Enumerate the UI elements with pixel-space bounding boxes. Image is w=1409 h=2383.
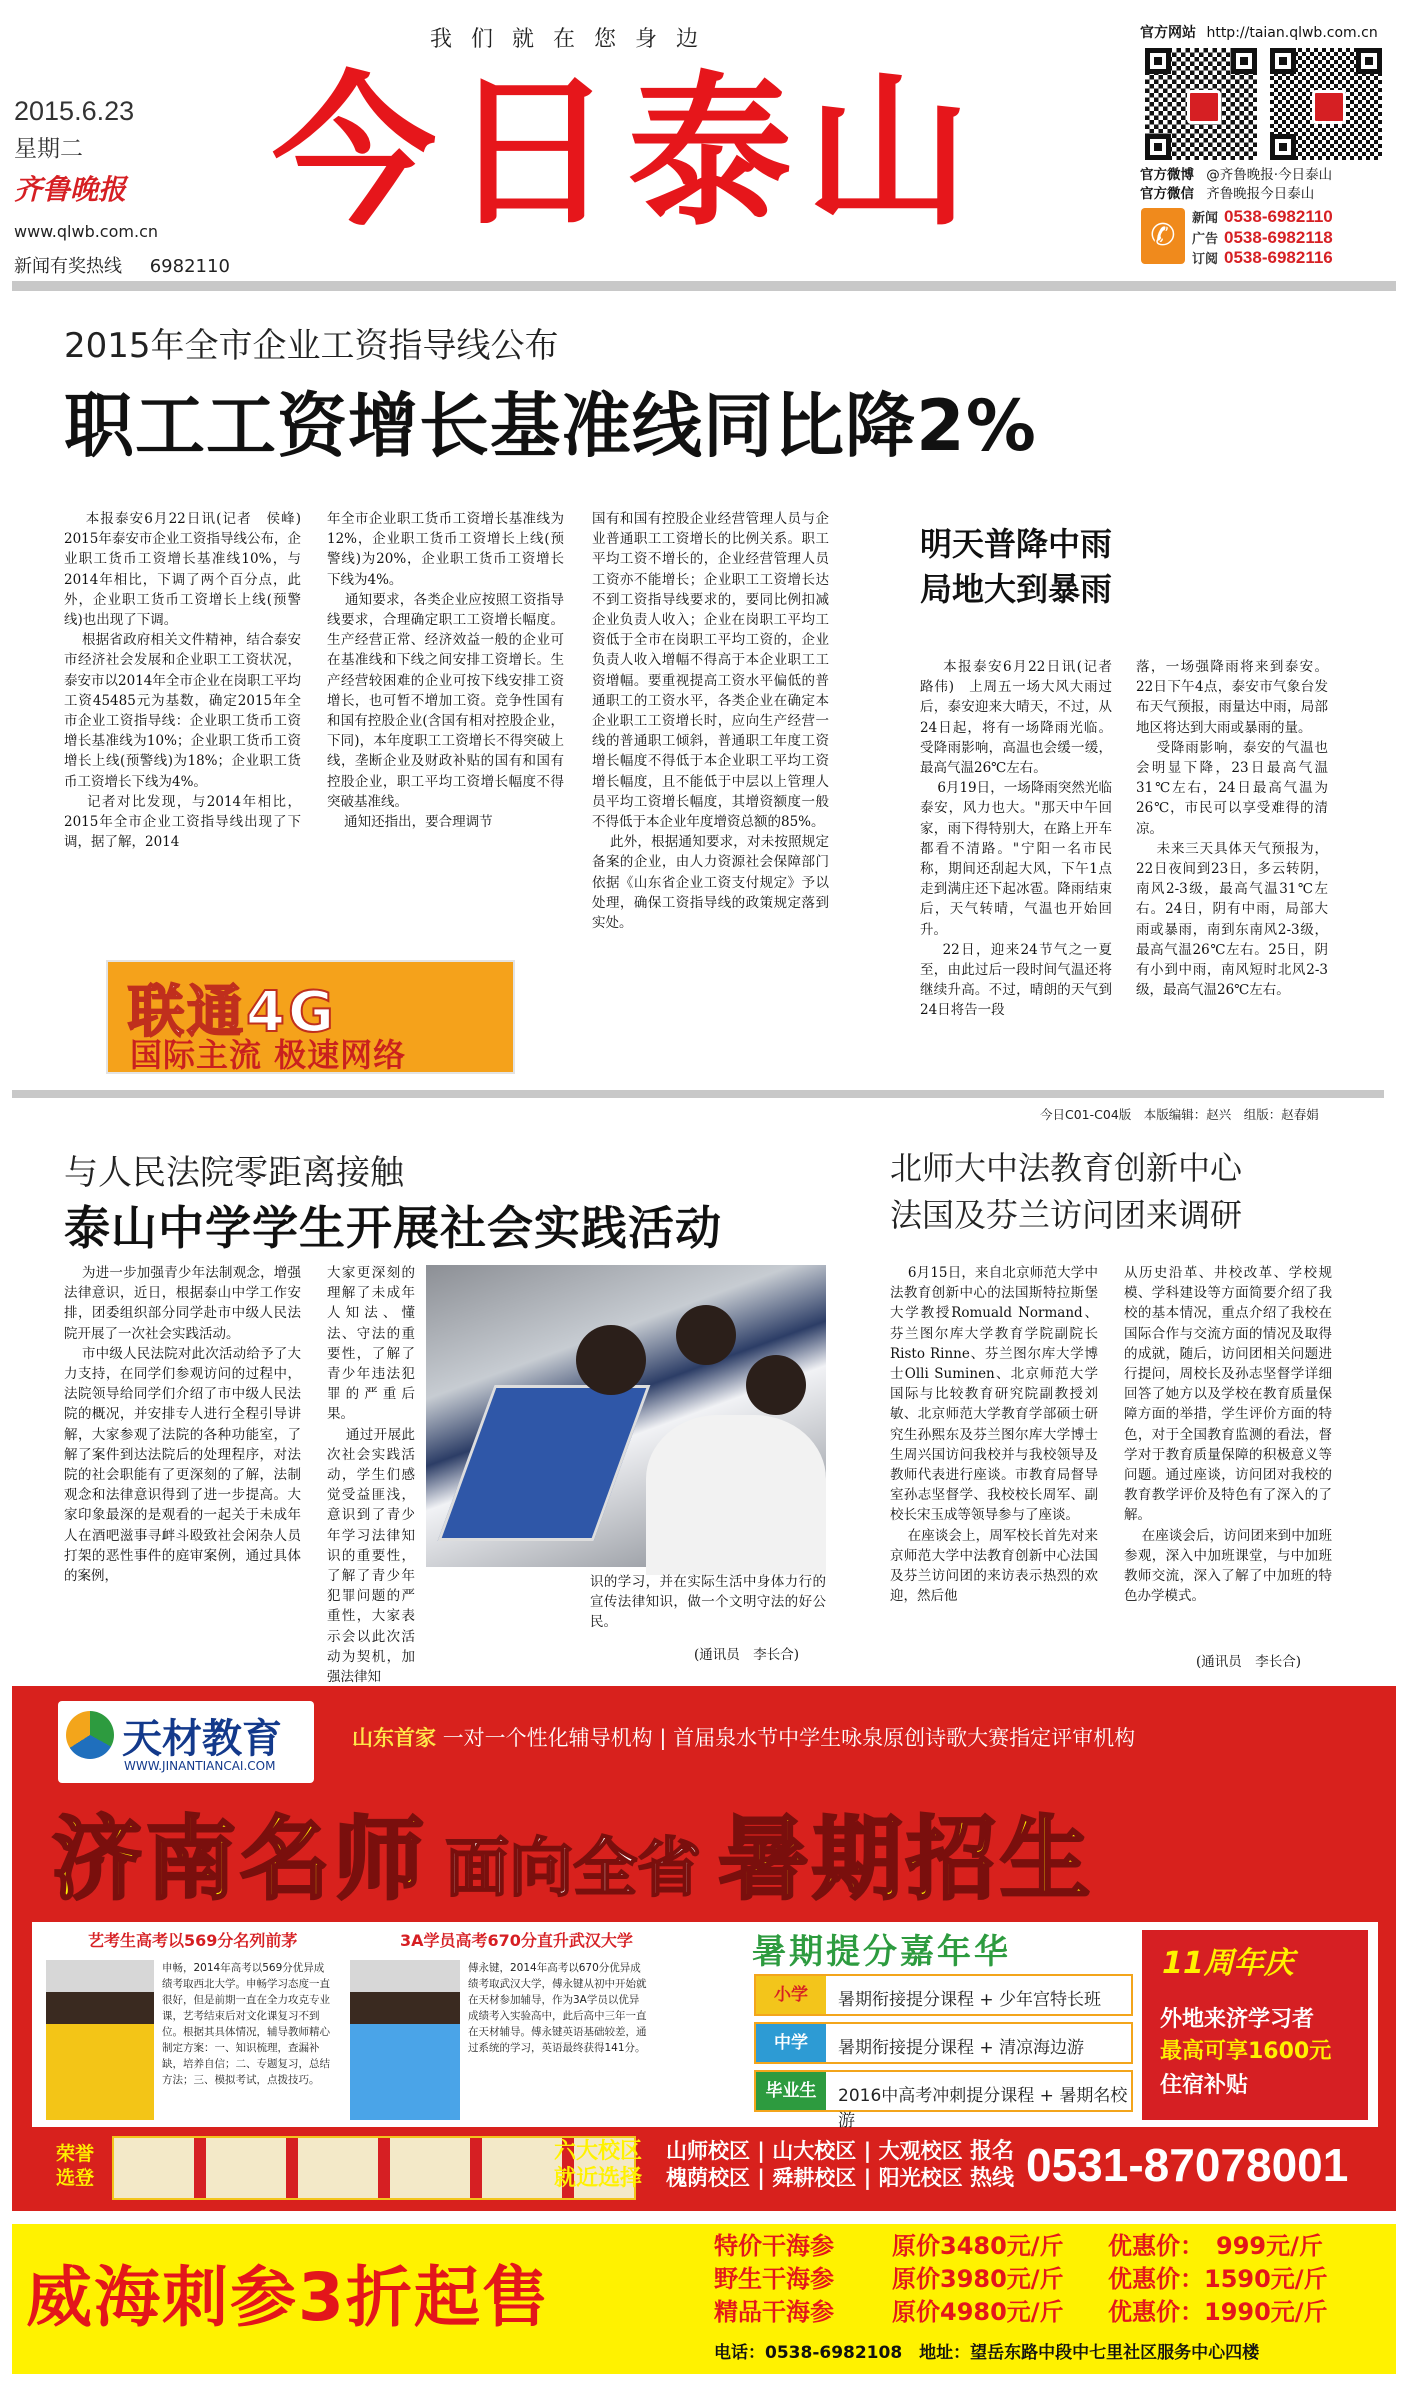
weixin-label: 官方微信 (1140, 186, 1194, 202)
website-label: 官方网站 (1140, 25, 1196, 41)
six-campus-line2: 就近选择 (554, 2166, 643, 2191)
phone-row-subscribe (1192, 248, 1333, 269)
signup-label (970, 2138, 1014, 2192)
story1-kicker: 2015年全市企业工资指导线公布 (64, 326, 559, 366)
tiancai-ad[interactable] (12, 1686, 1396, 2211)
story2-headline: 泰山中学学生开展社会实践活动 (64, 1201, 722, 1255)
section-divider (12, 1090, 1384, 1098)
haishen-item-orig: 原价3980元/斤 (892, 2265, 1064, 2293)
weather-column-1: 本报泰安6月22日讯(记者 路伟) 上周五一场大风大雨过后，泰安迎来大晴天，不过，从24日起，将有一场降雨光临。受降雨影响，高温也会缓一缓，最高气温26℃左右。 6月19日，一场降雨突然光临泰安，风力也大。"那天中午回家，雨下得特别大，在路上开车都看不清路。"宁阳一名市民称，期间还刮起大风，下午1点走到满庄还下起冰雹。降雨结束后，天气转晴，气温也开始回升。 22日，迎来24节气之一夏至，由此过后一段时间气温还将继续升高。不过，晴朗的天气到24日将告一段 (920, 659, 1112, 1019)
signup-line1: 报名 (970, 2139, 1015, 2164)
student1-title: 艺考生高考以569分名列前茅 (88, 1931, 298, 1950)
anniversary-panel (1142, 1930, 1368, 2120)
qr-center-logo (1312, 90, 1346, 124)
program-row (754, 2070, 1133, 2131)
story2-column-2: 大家更深刻的理解了未成年人知法、懂法、守法的重要性，了解了青少年违法犯罪的严重后果。 通过开展此次社会实践活动，学生们感觉受益匪浅，意识到了青少年学习法律知识的重要性，了解了青少年犯罪问题的严重性，大家表示会以此次活动为契机，加强法律知 (327, 1265, 416, 1686)
hotline-label: 新闻有奖热线 (14, 256, 122, 277)
parent-paper-logo: 齐鲁晚报 (14, 173, 127, 206)
honor-label: 荣誉选登 (56, 2143, 95, 2189)
weather-headline-line1: 明天普降中雨 (920, 525, 1113, 563)
phone-icon: ✆ (1141, 208, 1185, 264)
haishen-item-name: 野生干海参 (714, 2265, 834, 2293)
news-hotline (14, 252, 230, 278)
weixin-value[interactable]: 齐鲁晚报今日泰山 (1206, 186, 1315, 202)
weather-column-2: 落，一场强降雨将来到泰安。22日下午4点，泰安市气象台发布天气预报，雨量达中雨，局部地区将达到大雨或暴雨的量。 受降雨影响，泰安的气温也会明显下降，23日最高气温31℃左右，24日最高气温为26℃，市民可以享受难得的清凉。 未来三天具体天气预报为，22日夜间到23日，多云转阴，南风2-3级，最高气温31℃左右。24日，阴有中雨，局部大雨或暴雨，南到东南风2-3级，最高气温26℃左右。25日，阴有小到中雨，南风短时北风2-3级，最高气温26℃左右。 (1136, 659, 1329, 999)
tiancai-tagline-first: 山东首家 (352, 1726, 436, 1750)
touchscreen-shape (438, 1385, 651, 1541)
person-shape (746, 1355, 806, 1415)
program-text: 暑期衔接提分课程 + 少年宫特长班 (838, 1990, 1102, 2010)
phone-number: 0538-6982116 (1224, 248, 1333, 267)
tiancai-middle-panel (32, 1922, 1378, 2131)
tiancai-tagline-rest: 一对一个性化辅导机构 | 首届泉水节中学生咏泉原创诗歌大赛指定评审机构 (442, 1726, 1136, 1750)
story1-column-3: 国有和国有控股企业经营管理人员与企业普通职工工资增长的比例关系。职工平均工资不增长的，企业经营管理人员工资亦不能增长；企业职工工资增长达不到工资指导线要求的，要同比例扣减企业负责人收入；企业在岗职工平均工资低于全市在岗职工平均工资的，企业负责人收入增幅不得高于本企业职工工资增幅。要重视提高工资水平偏低的普通职工的工资水平，各类企业在确定本企业职工工资增长时，应向生产经营一线的普通职工倾斜，普通职工年度工资增长幅度不得低于本企业职工平均工资增长幅度，且不能低于中层以上管理人员平均工资增长幅度，其增资额度一般不得低于本企业年度增资总额的85%。 此外，根据通知要求，对未按照规定备案的企业，由人力资源社会保障部门依据《山东省企业工资支付规定》予以处理，确保工资指导线的政策规定落到实处。 (592, 511, 830, 932)
page-footer: 今日C01-C04版 本版编辑：赵兴 组版：赵春娟 (1040, 1107, 1319, 1122)
anniversary-badge: 11周年庆 (1162, 1946, 1294, 1981)
story3-headline-line2: 法国及芬兰访问团来调研 (890, 1196, 1243, 1234)
phone-label: 广告 (1192, 230, 1219, 246)
haishen-headline: 威海刺参3折起售 (26, 2259, 550, 2336)
student1-photo (46, 1960, 154, 2120)
haishen-item-sale: 优惠价：1990元/斤 (1108, 2298, 1328, 2326)
anniversary-text1: 外地来济学习者 (1160, 2007, 1315, 2032)
program-tag: 中学 (756, 2024, 826, 2062)
masthead-divider (12, 281, 1396, 291)
story1-column-1: 本报泰安6月22日讯(记者 侯峰) 2015年泰安市企业工资指导线公布，企业职工货币工资增长基准线10%，与2014年相比，下调了两个百分点，此外，企业职工货币工资增长上线(预警线)也出现了下调。 根据省政府相关文件精神，结合泰安市经济社会发展和企业职工工资状况，泰安市以2014年全市企业在岗职工平均工资45485元为基数，确定2015年全市企业工资指导线：企业职工货币工资增长基准线为10%；企业职工货币工资增长上线(预警线)为18%；企业职工货币工资增长下线为4%。 记者对比发现，与2014年相比，2015年全市企业工资指导线出现了下调，据了解，2014 (64, 511, 302, 851)
story1-headline: 职工工资增长基准线同比降2% (64, 385, 1037, 467)
haishen-item-name: 特价干海参 (714, 2232, 834, 2260)
paper-title: 今日泰山 (272, 55, 985, 248)
haishen-item (714, 2296, 1328, 2329)
story3-column-1: 6月15日，来自北京师范大学中法教育创新中心的法国斯特拉斯堡大学教授Romuald Normand、芬兰图尔库大学教育学院副院长Risto Rinne、芬兰图尔库大学博士Olli Suminen、北京师范大学国际与比较教育研究院副教授刘敏、北京师范大学教育学部硕士研究生孙熙东及芬兰图尔库大学博士生周兴国访问我校并与我校领导及教师代表进行座谈。市教育局督导室孙志坚督学、我校校长周军、副校长宋玉成等领导参与了座谈。 在座谈会上，周军校长首先对来京师范大学中法教育创新中心法国及芬兰访问团的来访表示热烈的欢迎，然后他 (890, 1265, 1099, 1605)
haishen-item-sale: 优惠价：1590元/斤 (1108, 2265, 1328, 2293)
unicom-ad[interactable] (106, 960, 515, 1074)
story2-photo (426, 1265, 826, 1567)
tiancai-big-part2: 面向全省 (445, 1832, 702, 1906)
tiancai-brand-box (58, 1701, 314, 1783)
person-shape (676, 1305, 736, 1365)
student2-text: 傅永键，2014年高考以670分优异成绩考取武汉大学，傅永键从初中开始就在天材参加辅导，作为3A学员以优异成绩考入实验高中，此后高中三年一直在天材辅导。傅永键英语基础较差，通过系统的学习，英语最终获得141分。 (468, 1962, 647, 2054)
haishen-item (714, 2230, 1328, 2263)
website-line (1140, 22, 1378, 42)
parent-url[interactable]: www.qlwb.com.cn (14, 222, 158, 241)
anniversary-text3: 住宿补贴 (1160, 2073, 1249, 2098)
unicom-ad-line1: 联通4G (128, 980, 337, 1045)
weixin-line (1140, 182, 1314, 202)
program-tag: 小学 (756, 1976, 826, 2014)
story1-column-2: 年全市企业职工货币工资增长基准线为12%，企业职工货币工资增长上线(预警线)为20%，企业职工货币工资增长下线为4%。 通知要求，各类企业应按照工资指导线要求，合理确定职工工资增长幅度。生产经营正常、经济效益一般的企业可在基准线和下线之间安排工资增长。生产经营较困难的企业可按下线安排工资增长，也可暂不增加工资。竞争性国有和国有控股企业(含国有相对控股企业，下同)，本年度职工工资增长不得突破上线，垄断企业及财政补贴的国有和国有控股企业，职工平均工资增长幅度不得突破基准线。 通知还指出，要合理调节 (327, 511, 565, 831)
story3-headline-line1: 北师大中法教育创新中心 (890, 1149, 1243, 1187)
campus-list (666, 2138, 963, 2192)
tiancai-brand-url[interactable]: WWW.JINANTIANCAI.COM (124, 1759, 276, 1773)
student1-text: 申畅，2014年高考以569分优异成绩考取西北大学。申畅学习态度一直很好，但是前期一直在全力攻克专业课，艺考结束后对文化课复习不到位。根据其具体情况，辅导教师精心制定方案：一、知识梳理，查漏补缺，培养自信；二、专题复习，总结方法；三、模拟考试，点拨技巧。 (162, 1962, 330, 2086)
story2-kicker: 与人民法院零距离接触 (64, 1153, 404, 1193)
carnival-title: 暑期提分嘉年华 (752, 1932, 1011, 1972)
campus-line2: 槐荫校区 | 舜耕校区 | 阳光校区 (666, 2166, 963, 2190)
weather-headline-line2: 局地大到暴雨 (920, 570, 1113, 608)
haishen-item-orig: 原价3480元/斤 (892, 2232, 1064, 2260)
anniversary-text2: 最高可享1600元 (1160, 2039, 1332, 2064)
story3-headline (890, 1145, 1242, 1239)
tiancai-big-part1: 济南名师 (52, 1807, 428, 1912)
program-row (754, 2022, 1133, 2064)
signup-line2: 热线 (970, 2166, 1015, 2191)
weibo-value[interactable]: @齐鲁晚报·今日泰山 (1206, 167, 1333, 183)
program-tag: 毕业生 (756, 2072, 826, 2110)
weather-headline (920, 522, 1112, 612)
haishen-items (714, 2230, 1328, 2329)
story2-column-1: 为进一步加强青少年法制观念，增强法律意识，近日，根据泰山中学工作安排，团委组织部分同学赴市中级人民法院开展了一次社会实践活动。 市中级人民法院对此次活动给予了大力支持，在同学们参观访问的过程中，法院领导给同学们介绍了市中级人民法院的概况，并安排专人进行全程引导讲解，大家参观了法院的各种功能室，了解了案件到达法院后的处理程序，对法院的社会职能有了更深刻的了解，法制观念和法律意识得到了进一步提高。大家印象最深的是观看的一起关于未成年人在酒吧滋事寻衅斗殴致社会闲杂人员打架的恶性事件的庭审案例，通过具体的案例， (64, 1265, 302, 1585)
six-campus-line1: 六大校区 (554, 2139, 643, 2164)
program-text: 暑期衔接提分课程 + 清凉海边游 (838, 2038, 1085, 2058)
phone-list (1192, 207, 1333, 269)
issue-date: 2015.6.23 (14, 96, 135, 126)
tiancai-logo-icon (66, 1711, 114, 1759)
phone-label: 新闻 (1192, 210, 1219, 225)
phone-number: 0538-6982110 (1224, 207, 1333, 226)
haishen-item-name: 精品干海参 (714, 2298, 834, 2326)
weibo-line (1140, 163, 1332, 183)
phone-number: 0538-6982118 (1224, 227, 1333, 247)
tiancai-big-part3: 暑期招生 (718, 1807, 1095, 1912)
phone-row-news (1192, 207, 1333, 228)
story3-column-2: 从历史沿革、井校改革、学校规模、学科建设等方面简要介绍了我校的基本情况，重点介绍了我校在国际合作与交流方面的情况及取得的成就，随后，访问团相关问题进行提问，周校长及孙志坚督学详细回答了她方以及学校在教育质量保障方面的举措，学生评价方面的特色，对于全国教育监测的看法，督学对于教育质量保障的积极意义等问题。通过座谈，访问团对我校的教育教学评价及特色有了深入的了解。 在座谈会后，访问团来到中加班参观，深入中加班课堂，与中加班教师交流，深入了解了中加班的特色办学模式。 (1124, 1265, 1333, 1605)
haishen-item-orig: 原价4980元/斤 (892, 2298, 1064, 2326)
weibo-label: 官方微博 (1140, 167, 1194, 183)
qr-center-logo (1187, 90, 1221, 124)
program-text: 2016中高考冲刺提分课程 + 暑期名校游 (838, 2086, 1128, 2131)
haishen-ad[interactable] (12, 2224, 1396, 2374)
tiancai-brand: 天材教育 (122, 1716, 282, 1762)
haishen-item (714, 2263, 1328, 2296)
six-campus-label (554, 2138, 642, 2192)
hotline-number: 6982110 (149, 256, 230, 277)
person-shape (576, 1325, 646, 1395)
haishen-item-sale: 优惠价： 999元/斤 (1108, 2232, 1323, 2260)
phone-row-ad (1192, 228, 1333, 249)
phone-label: 订阅 (1192, 251, 1219, 266)
campus-line1: 山师校区 | 山大校区 | 大观校区 (666, 2139, 963, 2163)
tiancai-tagline (352, 1722, 1135, 1752)
story3-credit: (通讯员 李长合) (1196, 1654, 1302, 1670)
story2-credit: (通讯员 李长合) (694, 1647, 800, 1663)
student2-photo (350, 1960, 460, 2120)
website-url[interactable]: http://taian.qlwb.com.cn (1206, 25, 1378, 41)
story2-column-3: 识的学习，并在实际生活中身体力行的宣传法律知识，做一个文明守法的好公民。 (590, 1574, 826, 1631)
haishen-contact: 电话：0538-6982108 地址：望岳东路中段中七里社区服务中心四楼 (714, 2343, 1260, 2363)
tiancai-big-banner (52, 1786, 1352, 1912)
student2-title: 3A学员高考670分直升武汉大学 (400, 1931, 633, 1950)
masthead-slogan: 我 们 就 在 您 身 边 (430, 27, 704, 52)
qr-code-weibo (1143, 46, 1259, 162)
issue-weekday: 星期二 (14, 136, 83, 162)
person-shape (646, 1415, 826, 1575)
signup-phone[interactable]: 0531-87078001 (1026, 2139, 1349, 2191)
qr-code-weixin (1268, 46, 1384, 162)
program-row (754, 1974, 1133, 2016)
unicom-ad-line2: 国际主流 极速网络 (130, 1036, 407, 1074)
